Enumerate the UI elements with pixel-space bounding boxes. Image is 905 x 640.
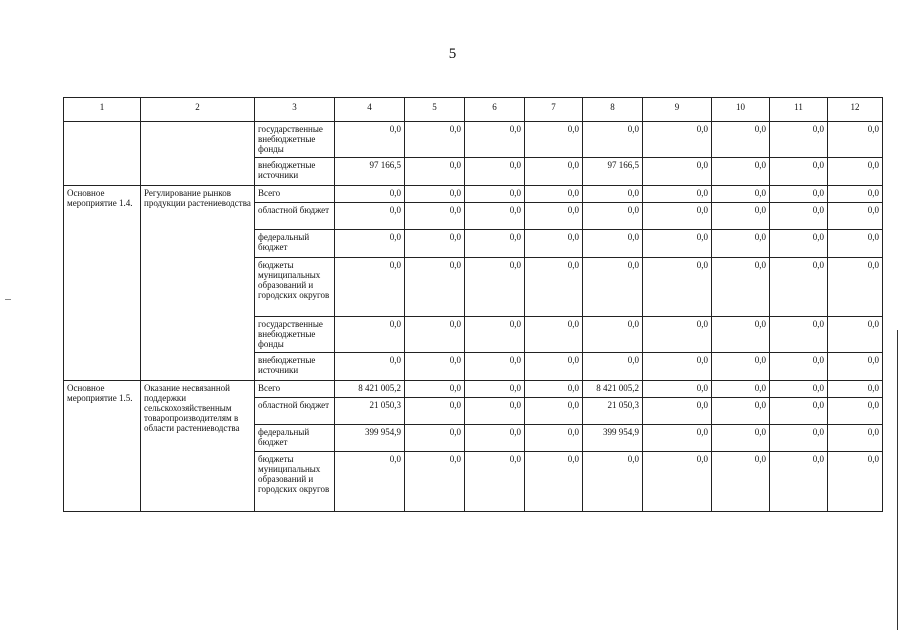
value-cell: 0,0 bbox=[828, 353, 883, 381]
value-cell: 0,0 bbox=[405, 158, 465, 186]
value-cell: 0,0 bbox=[583, 186, 643, 203]
value-cell: 0,0 bbox=[712, 398, 770, 425]
value-cell: 0,0 bbox=[525, 122, 583, 158]
value-cell: 0,0 bbox=[643, 381, 712, 398]
header-cell: 8 bbox=[583, 98, 643, 122]
value-cell: 0,0 bbox=[828, 398, 883, 425]
value-cell: 0,0 bbox=[465, 258, 525, 317]
value-cell: 97 166,5 bbox=[335, 158, 405, 186]
value-cell: 0,0 bbox=[525, 317, 583, 353]
value-cell: 0,0 bbox=[770, 122, 828, 158]
value-cell: 0,0 bbox=[465, 230, 525, 258]
header-cell: 12 bbox=[828, 98, 883, 122]
value-cell: 0,0 bbox=[335, 122, 405, 158]
value-cell: 0,0 bbox=[335, 258, 405, 317]
activity-cell: Основное мероприятие 1.4. bbox=[64, 186, 141, 381]
value-cell: 97 166,5 bbox=[583, 158, 643, 186]
value-cell: 0,0 bbox=[465, 158, 525, 186]
value-cell: 0,0 bbox=[828, 122, 883, 158]
value-cell: 0,0 bbox=[828, 425, 883, 452]
value-cell: 0,0 bbox=[525, 452, 583, 512]
value-cell: 0,0 bbox=[405, 230, 465, 258]
funding-source-cell: Всего bbox=[255, 186, 335, 203]
value-cell: 0,0 bbox=[643, 452, 712, 512]
scan-mark bbox=[5, 299, 11, 300]
value-cell: 0,0 bbox=[583, 353, 643, 381]
value-cell: 0,0 bbox=[405, 317, 465, 353]
value-cell: 0,0 bbox=[828, 317, 883, 353]
value-cell: 0,0 bbox=[712, 158, 770, 186]
value-cell: 0,0 bbox=[335, 230, 405, 258]
value-cell: 0,0 bbox=[465, 317, 525, 353]
value-cell: 0,0 bbox=[712, 452, 770, 512]
value-cell: 0,0 bbox=[465, 203, 525, 230]
value-cell: 0,0 bbox=[770, 353, 828, 381]
header-cell: 10 bbox=[712, 98, 770, 122]
funding-source-cell: Всего bbox=[255, 381, 335, 398]
activity-title-cell: Оказание несвязанной поддержки сельскохозяйственным товаропроизводителям в области растениеводства bbox=[141, 381, 255, 512]
activity-title-cell bbox=[141, 122, 255, 186]
funding-source-cell: государственные внебюджетные фонды bbox=[255, 122, 335, 158]
value-cell: 0,0 bbox=[525, 398, 583, 425]
value-cell: 0,0 bbox=[525, 353, 583, 381]
value-cell: 0,0 bbox=[405, 398, 465, 425]
value-cell: 0,0 bbox=[405, 186, 465, 203]
value-cell: 0,0 bbox=[712, 186, 770, 203]
value-cell: 0,0 bbox=[712, 258, 770, 317]
header-cell: 5 bbox=[405, 98, 465, 122]
value-cell: 21 050,3 bbox=[335, 398, 405, 425]
funding-source-cell: государственные внебюджетные фонды bbox=[255, 317, 335, 353]
value-cell: 0,0 bbox=[525, 186, 583, 203]
header-cell: 1 bbox=[64, 98, 141, 122]
value-cell: 0,0 bbox=[712, 122, 770, 158]
value-cell: 0,0 bbox=[405, 425, 465, 452]
table-row bbox=[64, 122, 883, 158]
header-cell: 3 bbox=[255, 98, 335, 122]
value-cell: 0,0 bbox=[525, 381, 583, 398]
value-cell: 399 954,9 bbox=[335, 425, 405, 452]
value-cell: 0,0 bbox=[770, 398, 828, 425]
value-cell: 0,0 bbox=[712, 381, 770, 398]
value-cell: 0,0 bbox=[712, 425, 770, 452]
value-cell: 8 421 005,2 bbox=[583, 381, 643, 398]
budget-table bbox=[63, 97, 883, 512]
value-cell: 0,0 bbox=[643, 122, 712, 158]
value-cell: 0,0 bbox=[525, 158, 583, 186]
header-cell: 11 bbox=[770, 98, 828, 122]
value-cell: 0,0 bbox=[770, 425, 828, 452]
value-cell: 0,0 bbox=[828, 230, 883, 258]
value-cell: 0,0 bbox=[770, 230, 828, 258]
value-cell: 0,0 bbox=[525, 203, 583, 230]
activity-cell: Основное мероприятие 1.5. bbox=[64, 381, 141, 512]
header-cell: 2 bbox=[141, 98, 255, 122]
value-cell: 0,0 bbox=[828, 186, 883, 203]
funding-source-cell: областной бюджет bbox=[255, 398, 335, 425]
value-cell: 0,0 bbox=[828, 381, 883, 398]
value-cell: 21 050,3 bbox=[583, 398, 643, 425]
value-cell: 0,0 bbox=[770, 317, 828, 353]
value-cell: 399 954,9 bbox=[583, 425, 643, 452]
value-cell: 0,0 bbox=[643, 230, 712, 258]
value-cell: 0,0 bbox=[770, 452, 828, 512]
value-cell: 0,0 bbox=[583, 230, 643, 258]
value-cell: 0,0 bbox=[583, 317, 643, 353]
value-cell: 0,0 bbox=[643, 353, 712, 381]
value-cell: 0,0 bbox=[465, 425, 525, 452]
value-cell: 0,0 bbox=[465, 122, 525, 158]
header-row bbox=[64, 98, 883, 122]
value-cell: 0,0 bbox=[583, 122, 643, 158]
value-cell: 0,0 bbox=[828, 203, 883, 230]
header-cell: 4 bbox=[335, 98, 405, 122]
value-cell: 0,0 bbox=[335, 203, 405, 230]
value-cell: 0,0 bbox=[465, 398, 525, 425]
value-cell: 0,0 bbox=[828, 452, 883, 512]
value-cell: 0,0 bbox=[643, 258, 712, 317]
funding-source-cell: бюджеты муниципальных образований и городских округов bbox=[255, 452, 335, 512]
value-cell: 0,0 bbox=[335, 186, 405, 203]
funding-source-cell: областной бюджет bbox=[255, 203, 335, 230]
value-cell: 0,0 bbox=[405, 353, 465, 381]
value-cell: 0,0 bbox=[770, 258, 828, 317]
value-cell: 0,0 bbox=[405, 452, 465, 512]
value-cell: 0,0 bbox=[712, 203, 770, 230]
value-cell: 0,0 bbox=[770, 158, 828, 186]
value-cell: 0,0 bbox=[828, 258, 883, 317]
funding-source-cell: федеральный бюджет bbox=[255, 425, 335, 452]
activity-cell bbox=[64, 122, 141, 186]
header-cell: 9 bbox=[643, 98, 712, 122]
value-cell: 0,0 bbox=[465, 353, 525, 381]
value-cell: 0,0 bbox=[712, 353, 770, 381]
value-cell: 0,0 bbox=[405, 258, 465, 317]
header-cell: 7 bbox=[525, 98, 583, 122]
value-cell: 0,0 bbox=[643, 158, 712, 186]
value-cell: 0,0 bbox=[583, 258, 643, 317]
page-number: 5 bbox=[448, 46, 457, 62]
value-cell: 0,0 bbox=[583, 203, 643, 230]
value-cell: 0,0 bbox=[643, 317, 712, 353]
value-cell: 0,0 bbox=[405, 381, 465, 398]
activity-title-cell: Регулирование рынков продукции растениеводства bbox=[141, 186, 255, 381]
value-cell: 0,0 bbox=[335, 353, 405, 381]
table-row bbox=[64, 381, 883, 398]
funding-source-cell: внебюджетные источники bbox=[255, 353, 335, 381]
value-cell: 0,0 bbox=[465, 186, 525, 203]
header-cell: 6 bbox=[465, 98, 525, 122]
value-cell: 0,0 bbox=[643, 398, 712, 425]
value-cell: 0,0 bbox=[525, 258, 583, 317]
value-cell: 0,0 bbox=[405, 203, 465, 230]
value-cell: 0,0 bbox=[712, 230, 770, 258]
value-cell: 0,0 bbox=[643, 425, 712, 452]
value-cell: 0,0 bbox=[525, 425, 583, 452]
funding-source-cell: внебюджетные источники bbox=[255, 158, 335, 186]
value-cell: 0,0 bbox=[335, 317, 405, 353]
value-cell: 0,0 bbox=[525, 230, 583, 258]
value-cell: 0,0 bbox=[712, 317, 770, 353]
value-cell: 0,0 bbox=[828, 158, 883, 186]
scan-edge-line bbox=[897, 330, 898, 630]
value-cell: 0,0 bbox=[583, 452, 643, 512]
value-cell: 0,0 bbox=[643, 186, 712, 203]
value-cell: 0,0 bbox=[405, 122, 465, 158]
value-cell: 0,0 bbox=[770, 203, 828, 230]
value-cell: 0,0 bbox=[770, 381, 828, 398]
value-cell: 8 421 005,2 bbox=[335, 381, 405, 398]
value-cell: 0,0 bbox=[770, 186, 828, 203]
value-cell: 0,0 bbox=[643, 203, 712, 230]
value-cell: 0,0 bbox=[335, 452, 405, 512]
table-row bbox=[64, 186, 883, 203]
funding-source-cell: федеральный бюджет bbox=[255, 230, 335, 258]
value-cell: 0,0 bbox=[465, 452, 525, 512]
funding-source-cell: бюджеты муниципальных образований и городских округов bbox=[255, 258, 335, 317]
value-cell: 0,0 bbox=[465, 381, 525, 398]
